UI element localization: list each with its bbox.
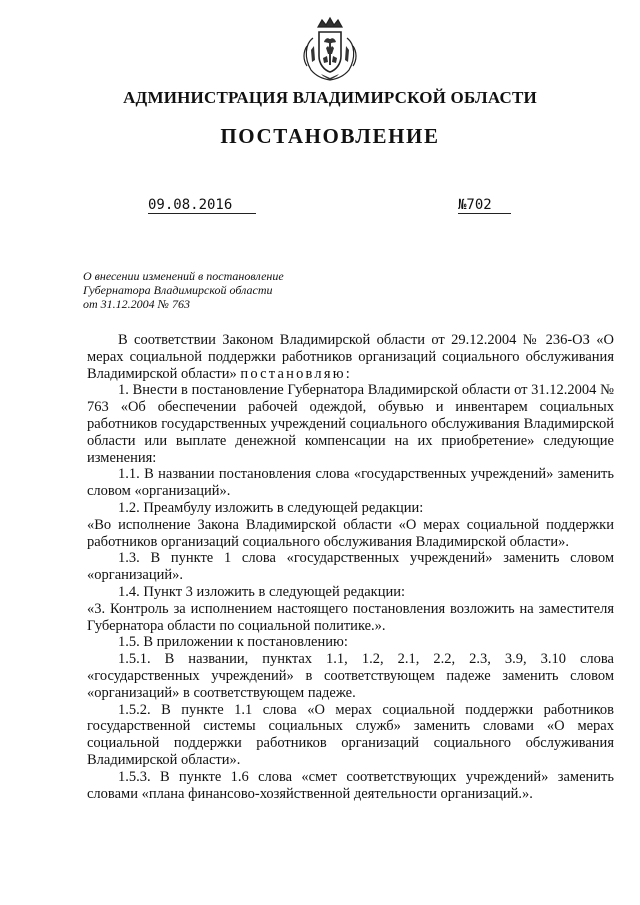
paragraph-1-5-3: 1.5.3. В пункте 1.6 слова «смет соответствующих учреждений» заменить словами «плана финансово-хозяйственной деятельности организаций.». <box>87 768 614 802</box>
preamble-text: В соответствии Законом Владимирской области от 29.12.2004 № 236-ОЗ «О мерах социальной поддержки работников организаций социального обслуживания Владимирской области» <box>87 332 614 382</box>
paragraph-1-2-quote: «Во исполнение Закона Владимирской области «О мерах социальной поддержки работников организаций социального обслуживания Владимирской области». <box>87 516 614 550</box>
subject-line: Губернатора Владимирской области <box>83 283 273 297</box>
paragraph-1-4-quote: «3. Контроль за исполнением настоящего постановления возложить на заместителя Губернатора области по социальной политике.». <box>87 600 614 634</box>
paragraph-1-5-1: 1.5.1. В названии, пунктах 1.1, 1.2, 2.1, 2.2, 2.3, 3.9, 3.10 слова «государственных учреждений» в соответствующем падеже заменить словом «организаций» в соответствующем падеже. <box>87 651 614 701</box>
paragraph-1-1: 1.1. В названии постановления слова «государственных учреждений» заменить словом «организаций». <box>87 466 614 500</box>
resolve-keyword: постановляю: <box>240 365 352 382</box>
subject-line: О внесении изменений в постановление <box>83 269 284 283</box>
document-number: №702 <box>458 197 511 214</box>
subject-line: от 31.12.2004 № 763 <box>83 297 190 311</box>
document-subject <box>83 269 343 311</box>
paragraph-1-5-2: 1.5.2. В пункте 1.1 слова «О мерах социальной поддержки работников государственной системы социальных служб» заменить словами «О мерах социальной поддержки работников организаций социального обслуживания Владимирской области». <box>87 701 614 768</box>
document-body <box>87 332 614 802</box>
paragraph-1: 1. Внести в постановление Губернатора Владимирской области от 31.12.2004 № 763 «Об обеспечении рабочей одеждой, обувью и инвентарем социальных работников государственных учреждений социального обслуживания Владимирской области или выплате денежной компенсации на их приобретение» следующие изменения: <box>87 382 614 466</box>
paragraph-1-4: 1.4. Пункт 3 изложить в следующей редакции: <box>118 583 406 600</box>
paragraph-preamble <box>87 332 614 382</box>
document-type: ПОСТАНОВЛЕНИЕ <box>220 124 440 148</box>
paragraph-1-2: 1.2. Преамбулу изложить в следующей редакции: <box>118 499 424 516</box>
organization-title: АДМИНИСТРАЦИЯ ВЛАДИМИРСКОЙ ОБЛАСТИ <box>123 88 537 107</box>
paragraph-1-3: 1.3. В пункте 1 слова «государственных учреждений» заменить словом «организаций». <box>87 550 614 584</box>
coat-of-arms-icon <box>301 16 359 82</box>
paragraph-1-5: 1.5. В приложении к постановлению: <box>118 634 348 651</box>
document-date: 09.08.2016 <box>148 197 256 214</box>
